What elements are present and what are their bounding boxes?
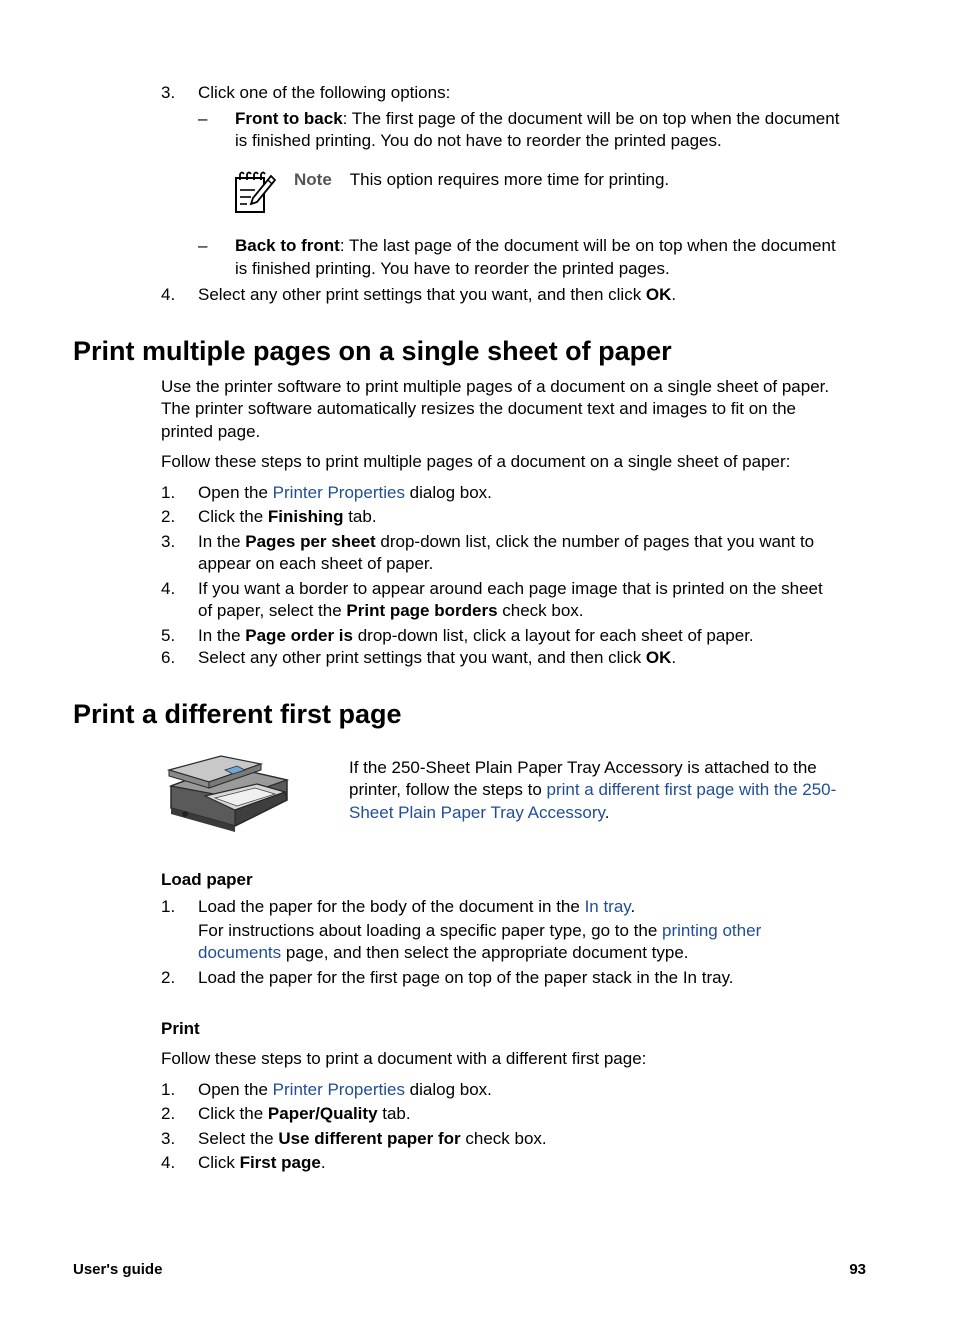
option-desc-cont: is finished printing. You do not have to reorder the printed pages.	[235, 131, 722, 150]
step-subtext	[198, 920, 761, 942]
printer-properties-link[interactable]: Printer Properties	[272, 483, 405, 502]
tray-accessory-link[interactable]: print a different first page with the 250-	[546, 780, 837, 799]
step-number: 2.	[161, 968, 176, 987]
in-tray-link[interactable]: In tray	[584, 897, 631, 916]
text-run: tab.	[377, 1104, 411, 1123]
step-number: 4.	[161, 579, 176, 598]
bold-run: Pages per sheet	[245, 532, 376, 551]
paragraph-line: printed page.	[161, 422, 261, 441]
text-run: Click	[198, 1153, 240, 1172]
paragraph-line: The printer software automatically resizes the document text and images to fit on the	[161, 399, 796, 418]
text-run: For instructions about loading a specific paper type, go to the	[198, 921, 662, 940]
step-number: 4.	[161, 1153, 176, 1172]
text-run: .	[671, 285, 677, 304]
text-run: check box.	[497, 601, 584, 620]
text-run: tab.	[343, 507, 377, 526]
section-heading-different-first-page: Print a different first page	[73, 699, 402, 729]
text-run: .	[604, 803, 610, 822]
text-run: drop-down list, click a layout for each sheet of paper.	[352, 626, 754, 645]
note-label: Note	[294, 170, 332, 189]
step-number: 6.	[161, 648, 176, 667]
intro-line	[349, 779, 836, 801]
paragraph-line: Follow these steps to print multiple pages of a document on a single sheet of paper:	[161, 452, 791, 471]
text-run: dialog box.	[404, 483, 492, 502]
option-desc-cont: is finished printing. You have to reorder the printed pages.	[235, 259, 670, 278]
step-number: 2.	[161, 1104, 176, 1123]
subheading-print: Print	[161, 1019, 200, 1038]
option-front-to-back	[235, 108, 839, 130]
step-text	[198, 1152, 326, 1174]
list-dash: –	[198, 109, 208, 128]
note	[294, 169, 669, 191]
step-subtext-cont	[198, 942, 689, 964]
intro-line	[349, 802, 610, 824]
text-run: Click the	[198, 507, 268, 526]
paper-tray-accessory-image	[165, 752, 291, 832]
bold-run: Use different paper for	[278, 1129, 461, 1148]
step-text	[198, 506, 377, 528]
text-run: Select the	[198, 1129, 279, 1148]
step-number: 4.	[161, 285, 176, 304]
option-desc: : The first page of the document will be on top when the document	[342, 109, 840, 128]
bold-run: Print page borders	[346, 601, 498, 620]
step-text-cont	[198, 600, 584, 622]
step-number: 3.	[161, 532, 176, 551]
step-number: 1.	[161, 1080, 176, 1099]
page-number: 93	[849, 1261, 866, 1278]
note-pencil-icon	[233, 170, 277, 216]
text-run: Open the	[198, 1080, 273, 1099]
note-text: This option requires more time for printing.	[349, 170, 670, 189]
text-run: drop-down list, click the number of pages that you want to	[375, 532, 815, 551]
footer-title: User's guide	[73, 1261, 163, 1278]
step-text	[198, 284, 676, 306]
step-text	[198, 1103, 411, 1125]
bold-run: First page	[239, 1153, 321, 1172]
step-text	[198, 1079, 492, 1101]
list-dash: –	[198, 236, 208, 255]
text-run: dialog box.	[404, 1080, 492, 1099]
text-run: .	[671, 648, 677, 667]
step-number: 1.	[161, 897, 176, 916]
step-number: 3.	[161, 83, 176, 102]
text-run: .	[320, 1153, 326, 1172]
step-number: 2.	[161, 507, 176, 526]
step-text	[198, 482, 492, 504]
subheading-load-paper: Load paper	[161, 870, 253, 889]
step-number: 1.	[161, 483, 176, 502]
text-run: In the	[198, 532, 246, 551]
step-text-cont: appear on each sheet of paper.	[198, 554, 434, 573]
step-text: Click one of the following options:	[198, 83, 451, 102]
step-text	[198, 896, 635, 918]
section-heading-multiple-pages: Print multiple pages on a single sheet of paper	[73, 336, 672, 366]
text-run: check box.	[460, 1129, 547, 1148]
step-text	[198, 647, 676, 669]
paragraph-line: Use the printer software to print multiple pages of a document on a single sheet of paper.	[161, 377, 830, 396]
text-run: In the	[198, 626, 246, 645]
printing-other-documents-link-cont[interactable]: documents	[198, 943, 282, 962]
bold-run: OK	[645, 285, 672, 304]
option-back-to-front	[235, 235, 836, 257]
step-number: 5.	[161, 626, 176, 645]
option-title: Back to front	[235, 236, 340, 255]
printing-other-documents-link[interactable]: printing other	[662, 921, 762, 940]
step-text	[198, 625, 754, 647]
intro-line: If the 250-Sheet Plain Paper Tray Accessory is attached to the	[349, 758, 817, 777]
text-run: of paper, select the	[198, 601, 347, 620]
bold-run: OK	[645, 648, 672, 667]
bold-run: Finishing	[267, 507, 344, 526]
printer-properties-link[interactable]: Printer Properties	[272, 1080, 405, 1099]
step-number: 3.	[161, 1129, 176, 1148]
text-run: Load the paper for the body of the document in the	[198, 897, 585, 916]
bold-run: Paper/Quality	[267, 1104, 378, 1123]
text-run: Select any other print settings that you want, and then click	[198, 285, 646, 304]
text-run: printer, follow the steps to	[349, 780, 547, 799]
text-run: Open the	[198, 483, 273, 502]
text-run: page, and then select the appropriate document type.	[281, 943, 689, 962]
step-text: If you want a border to appear around each page image that is printed on the sheet	[198, 579, 823, 598]
bold-run: Page order is	[245, 626, 353, 645]
step-text: Load the paper for the first page on top of the paper stack in the In tray.	[198, 968, 734, 987]
paragraph-line: Follow these steps to print a document with a different first page:	[161, 1049, 647, 1068]
step-text	[198, 1128, 547, 1150]
option-desc: : The last page of the document will be on top when the document	[339, 236, 836, 255]
text-run: .	[630, 897, 636, 916]
tray-accessory-link-cont[interactable]: Sheet Plain Paper Tray Accessory	[349, 803, 605, 822]
option-title: Front to back	[235, 109, 343, 128]
text-run: Click the	[198, 1104, 268, 1123]
text-run: Select any other print settings that you want, and then click	[198, 648, 646, 667]
step-text	[198, 531, 814, 553]
